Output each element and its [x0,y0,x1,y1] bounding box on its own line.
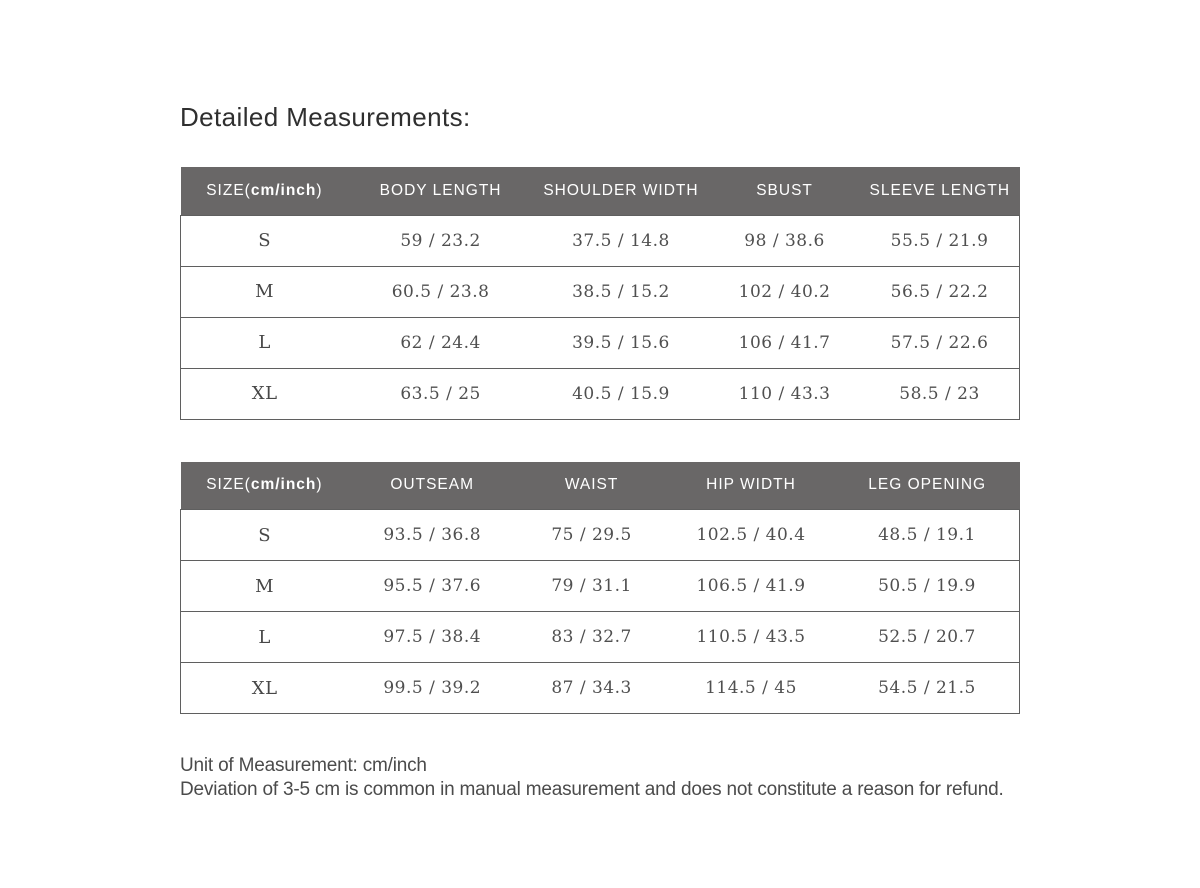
size-cell: XL [251,383,278,405]
value-cell: 102.5 / 40.4 [696,525,806,546]
size-unit-label: cm/inch [250,181,317,199]
size-cell: L [258,332,271,354]
size-label-prefix: SIZE( [206,181,251,199]
col-header-waist: WAIST [516,462,667,510]
value-cell: 60.5 / 23.8 [391,281,490,302]
header-row [181,167,1020,215]
value-cell: 106 / 41.7 [738,332,831,353]
size-cell: S [258,230,272,252]
col-header-outseam: OUTSEAM [348,462,516,510]
value-cell: 99.5 / 39.2 [383,678,482,699]
note-deviation-disclaimer: Deviation of 3-5 cm is common in manual measurement and does not constitute a reason for refund. [180,779,1004,801]
col-header-sbust: SBUST [709,167,860,215]
table-header [181,167,1020,215]
value-cell: 38.5 / 15.2 [572,281,670,302]
value-cell: 56.5 / 22.2 [890,281,989,302]
value-cell: 110 / 43.3 [738,383,831,404]
value-cell: 48.5 / 19.1 [878,525,976,546]
value-cell: 39.5 / 15.6 [572,332,670,353]
value-cell: 50.5 / 19.9 [878,576,976,597]
value-cell: 59 / 23.2 [400,230,481,251]
value-cell: 37.5 / 14.8 [572,230,670,251]
table-row [181,215,1020,266]
value-cell: 57.5 / 22.6 [890,332,989,353]
size-cell: M [255,575,275,597]
note-unit-of-measurement: Unit of Measurement: cm/inch [180,755,427,777]
table-row [181,510,1020,561]
value-cell: 110.5 / 43.5 [696,627,806,648]
footer-notes [180,754,1020,802]
value-cell: 97.5 / 38.4 [383,627,482,648]
value-cell: 52.5 / 20.7 [878,627,976,648]
value-cell: 55.5 / 21.9 [890,230,989,251]
table-row [181,663,1020,714]
size-unit-label: cm/inch [250,476,317,494]
header-row [181,462,1020,510]
value-cell: 106.5 / 41.9 [696,576,806,597]
value-cell: 114.5 / 45 [705,678,797,699]
size-cell: XL [251,677,278,699]
value-cell: 83 / 32.7 [551,627,632,648]
value-cell: 102 / 40.2 [738,281,831,302]
value-cell: 93.5 / 36.8 [383,525,482,546]
size-label-prefix: SIZE( [206,476,251,494]
value-cell: 40.5 / 15.9 [572,383,670,404]
table-row [181,561,1020,612]
size-cell: L [258,626,271,648]
col-header-sleeve-length: SLEEVE LENGTH [860,167,1019,215]
size-label-suffix: ) [316,181,323,199]
measurement-table-bottom [180,462,1020,715]
col-header-size [181,167,349,215]
table-row [181,612,1020,663]
value-cell: 63.5 / 25 [400,383,481,404]
col-header-body-length: BODY LENGTH [348,167,533,215]
table-header [181,462,1020,510]
value-cell: 79 / 31.1 [551,576,632,597]
size-label-suffix: ) [316,476,323,494]
table-row [181,368,1020,419]
value-cell: 95.5 / 37.6 [383,576,482,597]
table-body [181,215,1020,419]
col-header-shoulder-width: SHOULDER WIDTH [533,167,709,215]
value-cell: 75 / 29.5 [551,525,632,546]
value-cell: 62 / 24.4 [400,332,481,353]
col-header-leg-opening: LEG OPENING [835,462,1020,510]
size-chart-page [180,0,1020,802]
measurement-table-top [180,167,1020,420]
table-row [181,266,1020,317]
value-cell: 54.5 / 21.5 [878,678,976,699]
page-title: Detailed Measurements: [180,102,471,132]
table-body [181,510,1020,714]
value-cell: 98 / 38.6 [744,230,825,251]
col-header-hip-width: HIP WIDTH [667,462,835,510]
size-cell: S [258,524,272,546]
col-header-size [181,462,349,510]
value-cell: 87 / 34.3 [551,678,632,699]
size-cell: M [255,281,275,303]
value-cell: 58.5 / 23 [899,383,980,404]
table-row [181,317,1020,368]
